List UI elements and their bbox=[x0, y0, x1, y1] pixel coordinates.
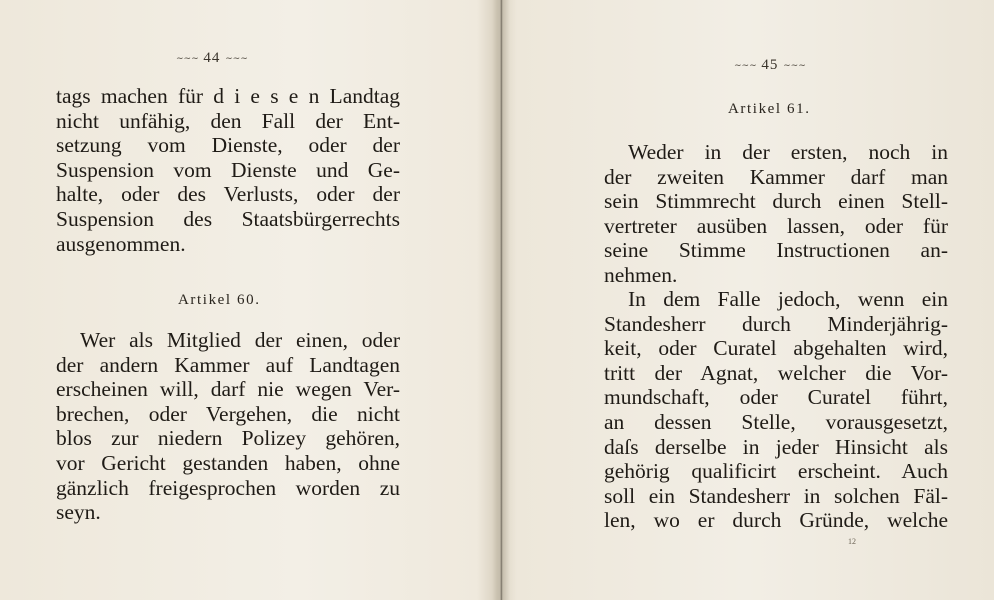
text-line: seine Stimme Instructionen an- bbox=[604, 238, 948, 263]
text-line: mundschaft, oder Curatel führt, bbox=[604, 385, 948, 410]
text-line: Weder in der ersten, noch in bbox=[628, 140, 948, 164]
text-line: ausgenommen. bbox=[56, 231, 186, 256]
text-line: halte, oder des Verlusts, oder der bbox=[56, 182, 400, 207]
left-paragraph-1 bbox=[56, 84, 400, 256]
signature-mark: 12 bbox=[848, 537, 856, 546]
left-folio-number: 44 bbox=[203, 50, 221, 66]
text-line: Suspension vom Dienste und Ge- bbox=[56, 157, 400, 182]
article-60-heading: Artikel 60. bbox=[178, 292, 261, 308]
text-line: tritt der Agnat, welcher die Vor- bbox=[604, 360, 948, 385]
text-line: vor Gericht gestanden haben, ohne bbox=[56, 450, 400, 475]
text-line: keit, oder Curatel abgehalten wird, bbox=[604, 336, 948, 361]
right-page bbox=[508, 0, 994, 600]
article-61-heading: Artikel 61. bbox=[728, 101, 811, 117]
text-line: tags machen für d i e s e n Landtag bbox=[56, 84, 400, 108]
text-line: nicht unfähig, den Fall der Ent- bbox=[56, 108, 400, 133]
left-paragraph-2 bbox=[56, 328, 400, 525]
right-page-number bbox=[734, 57, 806, 74]
right-paragraph-2 bbox=[604, 287, 948, 533]
text-line: Wer als Mitglied der einen, oder bbox=[80, 328, 400, 352]
right-paragraph-1 bbox=[604, 140, 948, 288]
ornament-icon: ∼∼∼ bbox=[225, 53, 248, 64]
left-page-number bbox=[176, 50, 248, 67]
text-line: nehmen. bbox=[604, 262, 678, 287]
text-line: der zweiten Kammer darf man bbox=[604, 164, 948, 189]
text-line: an dessen Stelle, vorausgesetzt, bbox=[604, 409, 948, 434]
ornament-icon: ∼∼∼ bbox=[783, 60, 806, 71]
text-line: erscheinen will, darf nie wegen Ver- bbox=[56, 377, 400, 402]
ornament-icon: ∼∼∼ bbox=[734, 60, 757, 71]
text-line: In dem Falle jedoch, wenn ein bbox=[628, 287, 948, 311]
text-line: soll ein Standesherr in solchen Fäl- bbox=[604, 483, 948, 508]
text-line: seyn. bbox=[56, 500, 101, 525]
text-line: setzung vom Dienste, oder der bbox=[56, 133, 400, 158]
text-line: blos zur niedern Polizey gehören, bbox=[56, 426, 400, 451]
text-line: gehörig qualificirt erscheint. Auch bbox=[604, 459, 948, 484]
ornament-icon: ∼∼∼ bbox=[176, 53, 199, 64]
text-line: len, wo er durch Gründe, welche bbox=[604, 508, 948, 533]
left-page bbox=[0, 0, 494, 600]
right-folio-number: 45 bbox=[761, 57, 779, 73]
text-line: der andern Kammer auf Landtagen bbox=[56, 352, 400, 377]
text-line: gänzlich freigesprochen worden zu bbox=[56, 475, 400, 500]
text-line: Standesherr durch Minderjährig- bbox=[604, 311, 948, 336]
text-line: vertreter ausüben lassen, oder für bbox=[604, 213, 948, 238]
text-line: daſs derselbe in jeder Hinsicht als bbox=[604, 434, 948, 459]
text-line: sein Stimmrecht durch einen Stell- bbox=[604, 189, 948, 214]
text-line: Suspension des Staatsbürgerrechts bbox=[56, 206, 400, 231]
text-line: brechen, oder Vergehen, die nicht bbox=[56, 401, 400, 426]
